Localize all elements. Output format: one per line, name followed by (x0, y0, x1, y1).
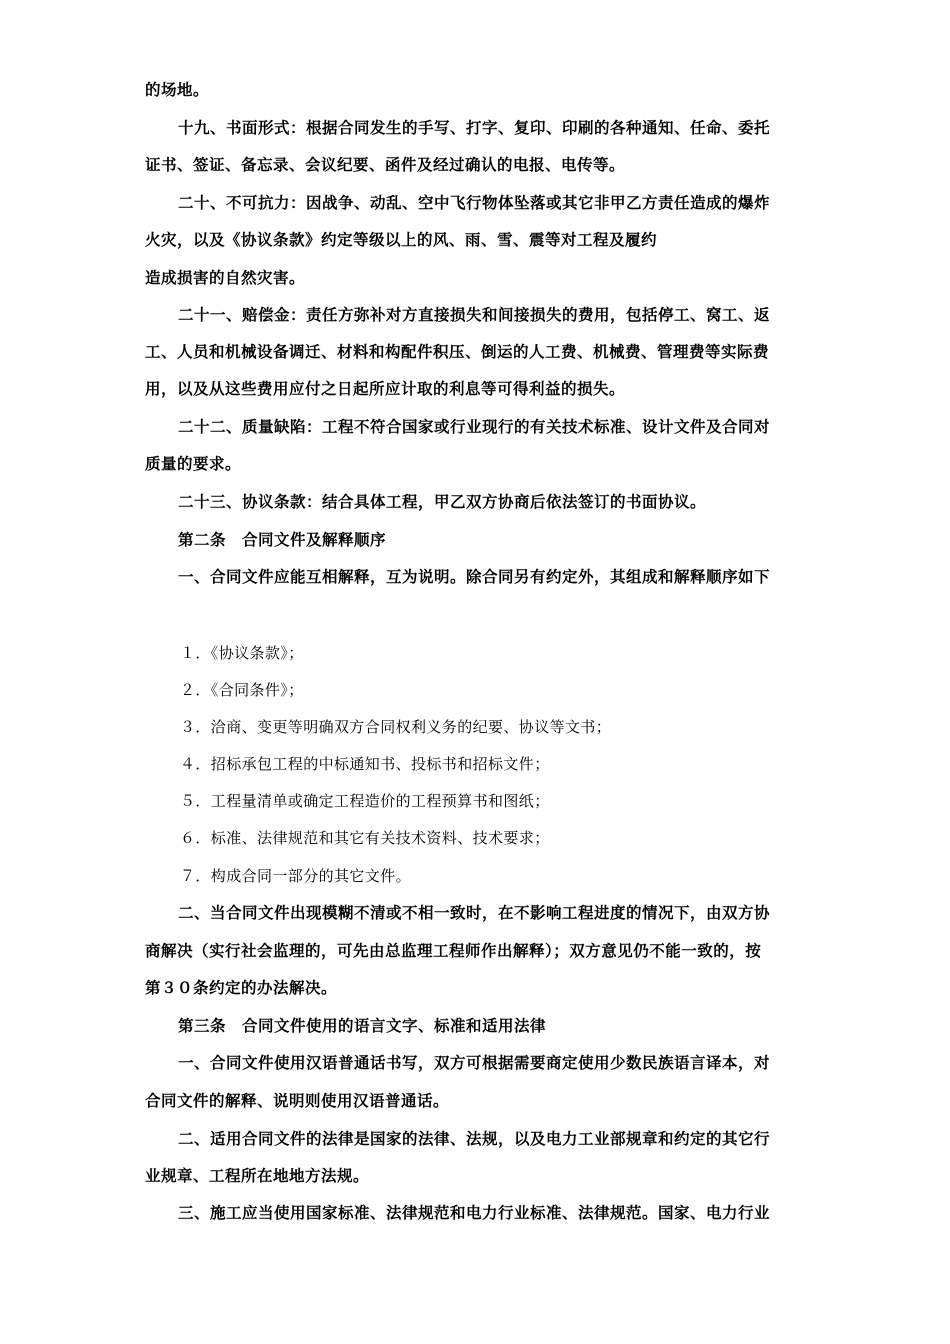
text-line: 二十三、协议条款：结合具体工程，甲乙双方协商后依法签订的书面协议。 (178, 493, 707, 511)
text-line: 二十二、质量缺陷：工程不符合国家或行业现行的有关技术标准、设计文件及合同对 (178, 418, 771, 436)
list-item: ２．《合同条件》； (180, 681, 304, 699)
section-heading: 第三条 合同文件使用的语言文字、标准和适用法律 (178, 1017, 547, 1035)
text-line: 二十一、赔偿金：责任方弥补对方直接损失和间接损失的费用，包括停工、窝工、返 (178, 306, 771, 324)
text-line: 二、适用合同文件的法律是国家的法律、法规，以及电力工业部规章和约定的其它行 (178, 1130, 771, 1148)
text-line: 商解决（实行社会监理的，可先由总监理工程师作出解释）；双方意见仍不能一致的，按 (145, 942, 762, 960)
text-line: 第３０条约定的办法解决。 (145, 979, 338, 997)
text-line: 工、人员和机械设备调迁、材料和构配件积压、倒运的人工费、机械费、管理费等实际费 (145, 343, 770, 361)
text-line: 一、合同文件应能互相解释，互为说明。除合同另有约定外，其组成和解释顺序如下 (178, 568, 771, 586)
text-line: 的场地。 (145, 81, 210, 99)
text-line: 业规章、工程所在地地方法规。 (145, 1167, 370, 1185)
text-line: 火灾，以及《协议条款》约定等级以上的风、雨、雪、震等对工程及履约 (145, 231, 658, 249)
list-item: ５．工程量清单或确定工程造价的工程预算书和图纸； (180, 792, 550, 810)
text-line: 一、合同文件使用汉语普通话书写，双方可根据需要商定使用少数民族语言译本，对 (178, 1054, 771, 1072)
text-line: 证书、签证、备忘录、会议纪要、函件及经过确认的电报、电传等。 (145, 156, 626, 174)
list-item: １．《协议条款》； (180, 644, 304, 662)
text-line: 用，以及从这些费用应付之日起所应计取的利息等可得利益的损失。 (145, 380, 626, 398)
list-item: ３．洽商、变更等明确双方合同权利义务的纪要、协议等文书； (180, 718, 612, 736)
text-line: 二十、不可抗力：因战争、动乱、空中飞行物体坠落或其它非甲乙方责任造成的爆炸 (178, 194, 771, 212)
text-line: 造成损害的自然灾害。 (145, 269, 306, 287)
section-heading: 第二条 合同文件及解释顺序 (178, 531, 387, 549)
list-item: ７．构成合同一部分的其它文件。 (180, 867, 412, 885)
text-line: 合同文件的解释、说明则使用汉语普通话。 (145, 1092, 450, 1110)
text-line: 质量的要求。 (145, 455, 242, 473)
list-item: ４．招标承包工程的中标通知书、投标书和招标文件； (180, 755, 550, 773)
text-line: 十九、书面形式：根据合同发生的手写、打字、复印、印刷的各种通知、任命、委托 (178, 119, 771, 137)
list-item: ６．标准、法律规范和其它有关技术资料、技术要求； (180, 829, 550, 847)
text-line: 三、施工应当使用国家标准、法律规范和电力行业标准、法律规范。国家、电力行业 (178, 1204, 771, 1222)
text-line: 二、当合同文件出现模糊不清或不相一致时，在不影响工程进度的情况下，由双方协 (178, 904, 771, 922)
